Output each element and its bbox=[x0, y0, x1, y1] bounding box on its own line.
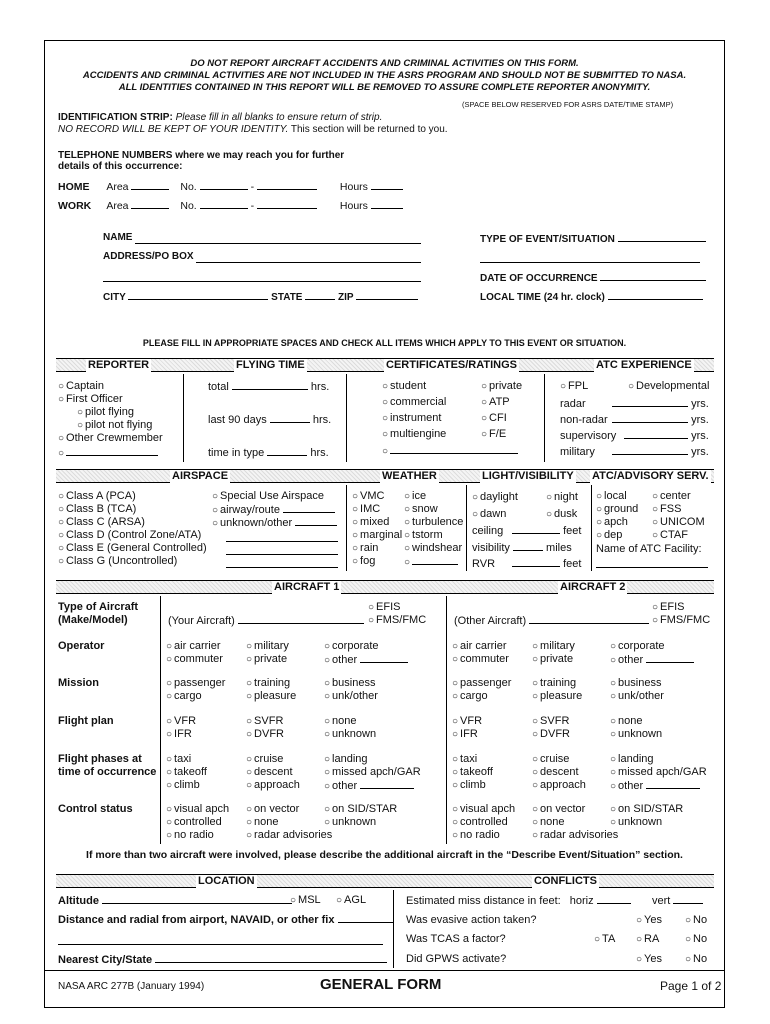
class-g[interactable]: ○ Class G (Uncontrolled) bbox=[58, 555, 178, 567]
pilot-flying-option[interactable]: ○ pilot flying bbox=[77, 406, 134, 418]
aircraft-1-mission-option[interactable]: ○ passenger bbox=[166, 677, 226, 689]
reporter-other-option[interactable]: ○ bbox=[58, 446, 158, 460]
no-label: No. bbox=[180, 181, 197, 193]
local-time-row bbox=[480, 290, 703, 303]
make-model-label: (Make/Model) bbox=[58, 614, 128, 626]
aircraft-1-flight-plan-option[interactable]: ○ VFR bbox=[166, 715, 197, 727]
wx-mixed[interactable]: ○ mixed bbox=[352, 516, 390, 528]
atc-advisory-header: ATC/ADVISORY SERV. bbox=[592, 470, 709, 482]
last90-hours-row: last 90 days hrs. bbox=[208, 414, 332, 426]
name-label: NAME bbox=[103, 232, 133, 243]
aircraft-2-mission-option[interactable]: ○ cargo bbox=[452, 690, 488, 702]
wx-marginal[interactable]: ○ marginal bbox=[352, 529, 403, 541]
first-officer-option[interactable]: ○ First Officer bbox=[58, 393, 123, 405]
aircraft-1-phase-option[interactable]: ○ climb bbox=[166, 779, 200, 791]
distance-row: Distance and radial from airport, NAVAID, or other fix bbox=[58, 913, 394, 927]
other-aircraft-row: (Other Aircraft) bbox=[454, 614, 649, 628]
aircraft-1-mission-option[interactable]: ○ cargo bbox=[166, 690, 202, 702]
airspace-line-3[interactable] bbox=[226, 567, 338, 568]
wx-tstorm[interactable]: ○ tstorm bbox=[404, 529, 443, 541]
date-row bbox=[480, 271, 706, 284]
aircraft-1-control-option[interactable]: ○ radar advisories bbox=[246, 829, 333, 841]
time-in-type-field[interactable] bbox=[267, 446, 307, 456]
special-use-airspace[interactable]: ○ Special Use Airspace bbox=[212, 490, 324, 502]
aircraft-1-header: AIRCRAFT 1 bbox=[274, 581, 340, 593]
gpws-yes[interactable]: ○ Yes bbox=[636, 953, 662, 965]
instructions: PLEASE FILL IN APPROPRIATE SPACES AND CHECK ALL ITEMS WHICH APPLY TO THIS EVENT OR SITUATION. bbox=[142, 338, 627, 348]
atc-dep[interactable]: ○ dep bbox=[596, 529, 623, 541]
area-label: Area bbox=[106, 181, 129, 193]
nearest-city-row: Nearest City/State bbox=[58, 953, 387, 967]
class-d[interactable]: ○ Class D (Control Zone/ATA) bbox=[58, 529, 202, 541]
aircraft-1-flight-plan-option[interactable]: ○ SVFR bbox=[246, 715, 284, 727]
captain-option[interactable]: ○ Captain bbox=[58, 380, 104, 392]
certs-header: CERTIFICATES/RATINGS bbox=[386, 359, 517, 371]
aircraft-1-control-option[interactable]: ○ none bbox=[246, 816, 279, 828]
aircraft-2-mission-option[interactable]: ○ training bbox=[532, 677, 577, 689]
hours-label: Hours bbox=[339, 181, 368, 193]
work-area-field[interactable] bbox=[131, 199, 169, 209]
aircraft-2-control-option[interactable]: ○ none bbox=[532, 816, 565, 828]
tcas-ra[interactable]: ○ RA bbox=[636, 933, 660, 945]
aircraft-2-operator-option[interactable]: ○ air carrier bbox=[452, 640, 507, 652]
aircraft-1-phase-option[interactable]: ○ cruise bbox=[246, 753, 284, 765]
tcas-no[interactable]: ○ No bbox=[685, 933, 708, 945]
aircraft-1-operator-option[interactable]: ○ commuter bbox=[166, 653, 223, 665]
notice-line-1: DO NOT REPORT AIRCRAFT ACCIDENTS AND CRIMINAL ACTIVITIES ON THIS FORM. bbox=[190, 58, 579, 69]
evasive-yes[interactable]: ○ Yes bbox=[636, 914, 662, 926]
light-dusk[interactable]: ○ dusk bbox=[546, 508, 578, 520]
altitude-field[interactable] bbox=[102, 894, 292, 904]
aircraft-2-operator-option[interactable]: ○ private bbox=[532, 653, 574, 665]
wx-vmc[interactable]: ○ VMC bbox=[352, 490, 385, 502]
aircraft-1-operator-option[interactable]: ○ air carrier bbox=[166, 640, 221, 652]
atc-military-row: military yrs. bbox=[560, 446, 709, 458]
aircraft-2-control-option[interactable]: ○ radar advisories bbox=[532, 829, 619, 841]
state-label: STATE bbox=[271, 292, 303, 303]
form-title: GENERAL FORM bbox=[320, 976, 442, 993]
a1-efis[interactable]: ○ EFIS bbox=[368, 601, 401, 613]
aircraft-1-flight-plan-option[interactable]: ○ unknown bbox=[324, 728, 377, 740]
work-hours-field[interactable] bbox=[371, 199, 403, 209]
other-crewmember-option[interactable]: ○ Other Crewmember bbox=[58, 432, 163, 444]
reporter-header: REPORTER bbox=[88, 359, 150, 371]
cert-instrument[interactable]: ○ instrument bbox=[382, 412, 442, 424]
section-band-1 bbox=[56, 358, 714, 372]
work-number-field-2[interactable] bbox=[257, 199, 317, 209]
mission-label: Mission bbox=[58, 677, 99, 689]
a2-fms[interactable]: ○ FMS/FMC bbox=[652, 614, 711, 626]
aircraft-2-phase-option[interactable]: ○ approach bbox=[532, 779, 586, 791]
tcas-ta[interactable]: ○ TA bbox=[594, 933, 616, 945]
home-label: HOME bbox=[58, 181, 90, 193]
home-hours-field[interactable] bbox=[371, 180, 403, 190]
aircraft-2-control-option[interactable]: ○ on vector bbox=[532, 803, 586, 815]
aircraft-2-header: AIRCRAFT 2 bbox=[560, 581, 626, 593]
atc-local[interactable]: ○ local bbox=[596, 490, 627, 502]
total-hours-field[interactable] bbox=[232, 380, 308, 390]
cert-cfi[interactable]: ○ CFI bbox=[481, 412, 507, 424]
more-aircraft-note: If more than two aircraft were involved, please describe the additional aircraft in the “Describe Event/Situation” section. bbox=[86, 849, 683, 861]
aircraft-1-operator-option[interactable]: ○ military bbox=[246, 640, 289, 652]
flying-time-header: FLYING TIME bbox=[236, 359, 305, 371]
aircraft-1-control-option[interactable]: ○ unknown bbox=[324, 816, 377, 828]
aircraft-2-mission-option[interactable]: ○ pleasure bbox=[532, 690, 583, 702]
date-label: DATE OF OCCURRENCE bbox=[480, 273, 598, 284]
aircraft-2-phase-option[interactable]: ○ landing bbox=[610, 753, 654, 765]
aircraft-2-control-option[interactable]: ○ no radio bbox=[452, 829, 500, 841]
atc-fpl[interactable]: ○ FPL bbox=[560, 380, 589, 392]
aircraft-1-phase-option[interactable]: ○ taxi bbox=[166, 753, 192, 765]
home-row bbox=[58, 180, 403, 193]
phone-title-1: TELEPHONE NUMBERS where we may reach you for further bbox=[58, 150, 345, 161]
atc-supervisory-row: supervisory yrs. bbox=[560, 430, 709, 442]
zip-label: ZIP bbox=[338, 292, 354, 303]
aircraft-2-control-option[interactable]: ○ visual apch bbox=[452, 803, 516, 815]
aircraft-2-phase-option[interactable]: ○ climb bbox=[452, 779, 486, 791]
aircraft-1-mission-option[interactable]: ○ business bbox=[324, 677, 376, 689]
rvr-row: RVR feet bbox=[472, 558, 582, 570]
date-field[interactable] bbox=[600, 271, 706, 281]
aircraft-1-control-option[interactable]: ○ on vector bbox=[246, 803, 300, 815]
aircraft-2-phase-option[interactable]: ○ taxi bbox=[452, 753, 478, 765]
cert-multiengine[interactable]: ○ multiengine bbox=[382, 428, 447, 440]
aircraft-1-flight-plan-option[interactable]: ○ none bbox=[324, 715, 357, 727]
class-c[interactable]: ○ Class C (ARSA) bbox=[58, 516, 145, 528]
wx-imc[interactable]: ○ IMC bbox=[352, 503, 381, 515]
agl-option[interactable]: ○ AGL bbox=[336, 894, 367, 906]
local-time-field[interactable] bbox=[608, 290, 703, 300]
aircraft-1-operator-option[interactable]: ○ private bbox=[246, 653, 288, 665]
control-status-label: Control status bbox=[58, 803, 133, 815]
evasive-label: Was evasive action taken? bbox=[406, 914, 537, 926]
aircraft-2-control-option[interactable]: ○ on SID/STAR bbox=[610, 803, 684, 815]
aircraft-1-phase-option[interactable]: ○ other bbox=[324, 779, 414, 793]
aircraft-2-mission-option[interactable]: ○ business bbox=[610, 677, 662, 689]
altitude-row: Altitude bbox=[58, 894, 292, 908]
aircraft-1-mission-option[interactable]: ○ pleasure bbox=[246, 690, 297, 702]
section-band-2 bbox=[56, 469, 714, 483]
gpws-label: Did GPWS activate? bbox=[406, 953, 507, 965]
airway-route[interactable]: ○ airway/route bbox=[212, 503, 335, 517]
nearest-city-field[interactable] bbox=[155, 953, 387, 963]
airspace-header: AIRSPACE bbox=[172, 470, 229, 482]
cert-fe[interactable]: ○ F/E bbox=[481, 428, 507, 440]
area-label: Area bbox=[106, 200, 129, 212]
aircraft-1-phase-option[interactable]: ○ missed apch/GAR bbox=[324, 766, 421, 778]
event-type-field[interactable] bbox=[618, 232, 706, 242]
aircraft-1-mission-option[interactable]: ○ unk/other bbox=[324, 690, 378, 702]
no-record-note: NO RECORD WILL BE KEPT OF YOUR IDENTITY. bbox=[58, 124, 289, 135]
miss-distance-row: Estimated miss distance in feet: horiz bbox=[406, 894, 631, 908]
flight-plan-label: Flight plan bbox=[58, 715, 114, 727]
atc-experience-header: ATC EXPERIENCE bbox=[596, 359, 692, 371]
atc-ground[interactable]: ○ ground bbox=[596, 503, 639, 515]
address-label: ADDRESS/PO BOX bbox=[103, 251, 194, 262]
atc-radar-row: radar yrs. bbox=[560, 398, 709, 410]
atc-nonradar-row: non-radar yrs. bbox=[560, 414, 709, 426]
id-strip-label: IDENTIFICATION STRIP: bbox=[58, 112, 173, 123]
address-field-2[interactable] bbox=[103, 281, 421, 282]
ceiling-row: ceiling feet bbox=[472, 525, 582, 537]
atc-center[interactable]: ○ center bbox=[652, 490, 691, 502]
class-e[interactable]: ○ Class E (General Controlled) bbox=[58, 542, 207, 554]
aircraft-2-phase-option[interactable]: ○ cruise bbox=[532, 753, 570, 765]
msl-option[interactable]: ○ MSL bbox=[290, 894, 321, 906]
wx-rain[interactable]: ○ rain bbox=[352, 542, 379, 554]
atc-facility-label: Name of ATC Facility: bbox=[596, 543, 702, 555]
weather-header: WEATHER bbox=[382, 470, 437, 482]
aircraft-1-flight-plan-option[interactable]: ○ DVFR bbox=[246, 728, 284, 740]
notice-line-2: ACCIDENTS AND CRIMINAL ACTIVITIES ARE NOT INCLUDED IN THE ASRS PROGRAM AND SHOULD NOT BE SUBMITTED TO NASA. bbox=[82, 70, 687, 81]
page-number: Page 1 of 2 bbox=[660, 979, 722, 993]
cert-atp[interactable]: ○ ATP bbox=[481, 396, 510, 408]
type-aircraft-label: Type of Aircraft bbox=[58, 601, 139, 613]
name-field[interactable] bbox=[135, 243, 421, 244]
pilot-not-flying-option[interactable]: ○ pilot not flying bbox=[77, 419, 153, 431]
wx-ice[interactable]: ○ ice bbox=[404, 490, 427, 502]
miss-horiz-field[interactable] bbox=[597, 894, 631, 904]
work-row bbox=[58, 199, 403, 212]
wx-snow[interactable]: ○ snow bbox=[404, 503, 438, 515]
cert-commercial[interactable]: ○ commercial bbox=[382, 396, 447, 408]
class-a[interactable]: ○ Class A (PCA) bbox=[58, 490, 136, 502]
home-number-field-2[interactable] bbox=[257, 180, 317, 190]
no-label: No. bbox=[180, 200, 197, 212]
atc-facility-field[interactable] bbox=[596, 567, 708, 568]
wx-other[interactable]: ○ bbox=[404, 555, 458, 569]
id-strip-hint: Please fill in all blanks to ensure return of strip. bbox=[175, 112, 383, 123]
aircraft-1-control-option[interactable]: ○ controlled bbox=[166, 816, 222, 828]
distance-field-2[interactable] bbox=[58, 944, 383, 945]
aircraft-2-flight-plan-option[interactable]: ○ none bbox=[610, 715, 643, 727]
flight-phases-label-2: time of occurrence bbox=[58, 766, 157, 778]
gpws-no[interactable]: ○ No bbox=[685, 953, 708, 965]
dash: - bbox=[250, 181, 255, 193]
aircraft-2-mission-option[interactable]: ○ passenger bbox=[452, 677, 512, 689]
aircraft-2-operator-option[interactable]: ○ commuter bbox=[452, 653, 509, 665]
id-strip-line-2 bbox=[58, 124, 448, 135]
airspace-line-1[interactable] bbox=[226, 541, 338, 542]
aircraft-2-operator-option[interactable]: ○ other bbox=[610, 653, 694, 667]
aircraft-1-operator-option[interactable]: ○ other bbox=[324, 653, 408, 667]
class-b[interactable]: ○ Class B (TCA) bbox=[58, 503, 137, 515]
last90-hours-field[interactable] bbox=[270, 413, 310, 423]
atc-ctaf[interactable]: ○ CTAF bbox=[652, 529, 688, 541]
cert-private[interactable]: ○ private bbox=[481, 380, 523, 392]
aircraft-band bbox=[56, 580, 714, 594]
local-time-label: LOCAL TIME (24 hr. clock) bbox=[480, 292, 605, 303]
aircraft-1-control-option[interactable]: ○ on SID/STAR bbox=[324, 803, 398, 815]
form-id: NASA ARC 277B (January 1994) bbox=[58, 981, 205, 992]
zip-field[interactable] bbox=[356, 290, 418, 300]
wx-windshear[interactable]: ○ windshear bbox=[404, 542, 463, 554]
wx-turbulence[interactable]: ○ turbulence bbox=[404, 516, 464, 528]
other-aircraft-field[interactable] bbox=[529, 614, 649, 624]
location-band bbox=[56, 874, 714, 888]
cert-student[interactable]: ○ student bbox=[382, 380, 427, 392]
aircraft-2-flight-plan-option[interactable]: ○ VFR bbox=[452, 715, 483, 727]
aircraft-2-flight-plan-option[interactable]: ○ SVFR bbox=[532, 715, 570, 727]
light-dawn[interactable]: ○ dawn bbox=[472, 508, 507, 520]
a1-fms[interactable]: ○ FMS/FMC bbox=[368, 614, 427, 626]
aircraft-2-phase-option[interactable]: ○ missed apch/GAR bbox=[610, 766, 707, 778]
distance-field[interactable] bbox=[338, 913, 394, 923]
dash: - bbox=[250, 200, 255, 212]
aircraft-2-phase-option[interactable]: ○ takeoff bbox=[452, 766, 493, 778]
visibility-row: visibility miles bbox=[472, 542, 572, 554]
atc-fss[interactable]: ○ FSS bbox=[652, 503, 682, 515]
aircraft-1-phase-option[interactable]: ○ descent bbox=[246, 766, 293, 778]
airspace-line-2[interactable] bbox=[226, 554, 338, 555]
hours-label: Hours bbox=[339, 200, 368, 212]
aircraft-2-phase-option[interactable]: ○ descent bbox=[532, 766, 579, 778]
address-field[interactable] bbox=[196, 262, 421, 263]
aircraft-1-control-option[interactable]: ○ no radio bbox=[166, 829, 214, 841]
aircraft-1-mission-option[interactable]: ○ training bbox=[246, 677, 291, 689]
aircraft-2-operator-option[interactable]: ○ corporate bbox=[610, 640, 665, 652]
your-aircraft-field[interactable] bbox=[238, 614, 364, 624]
evasive-no[interactable]: ○ No bbox=[685, 914, 708, 926]
state-field[interactable] bbox=[305, 290, 335, 300]
aircraft-2-flight-plan-option[interactable]: ○ unknown bbox=[610, 728, 663, 740]
time-in-type-row: time in type hrs. bbox=[208, 447, 329, 459]
a2-efis[interactable]: ○ EFIS bbox=[652, 601, 685, 613]
total-hours-row: total hrs. bbox=[208, 381, 330, 393]
event-type-field-2[interactable] bbox=[480, 262, 700, 263]
work-label: WORK bbox=[58, 200, 92, 212]
aircraft-2-control-option[interactable]: ○ unknown bbox=[610, 816, 663, 828]
atc-developmental[interactable]: ○ Developmental bbox=[628, 380, 710, 392]
your-aircraft-row: (Your Aircraft) bbox=[168, 614, 364, 628]
aircraft-1-phase-option[interactable]: ○ landing bbox=[324, 753, 368, 765]
conflicts-header: CONFLICTS bbox=[534, 875, 597, 887]
flight-phases-label-1: Flight phases at bbox=[58, 753, 142, 765]
unknown-other-airspace[interactable]: ○ unknown/other bbox=[212, 516, 337, 530]
aircraft-1-operator-option[interactable]: ○ corporate bbox=[324, 640, 379, 652]
atc-unicom[interactable]: ○ UNICOM bbox=[652, 516, 705, 528]
tcas-label: Was TCAS a factor? bbox=[406, 933, 506, 945]
event-type-label: TYPE OF EVENT/SITUATION bbox=[480, 234, 615, 245]
cert-other[interactable]: ○ bbox=[382, 444, 518, 458]
aircraft-1-phase-option[interactable]: ○ approach bbox=[246, 779, 300, 791]
city-field[interactable] bbox=[128, 290, 268, 300]
city-row bbox=[103, 290, 418, 303]
work-number-field-1[interactable] bbox=[200, 199, 248, 209]
footer-rule bbox=[44, 970, 725, 971]
aircraft-2-operator-option[interactable]: ○ military bbox=[532, 640, 575, 652]
light-daylight[interactable]: ○ daylight bbox=[472, 491, 518, 503]
home-area-field[interactable] bbox=[131, 180, 169, 190]
aircraft-2-control-option[interactable]: ○ controlled bbox=[452, 816, 508, 828]
aircraft-2-mission-option[interactable]: ○ unk/other bbox=[610, 690, 664, 702]
light-visibility-header: LIGHT/VISIBILITY bbox=[482, 470, 574, 482]
atc-apch[interactable]: ○ apch bbox=[596, 516, 628, 528]
aircraft-1-phase-option[interactable]: ○ takeoff bbox=[166, 766, 207, 778]
aircraft-2-flight-plan-option[interactable]: ○ IFR bbox=[452, 728, 478, 740]
event-type-row bbox=[480, 232, 706, 245]
location-header: LOCATION bbox=[198, 875, 255, 887]
operator-label: Operator bbox=[58, 640, 105, 652]
id-strip-line-1 bbox=[58, 112, 382, 123]
home-number-field-1[interactable] bbox=[200, 180, 248, 190]
wx-fog[interactable]: ○ fog bbox=[352, 555, 376, 567]
city-label: CITY bbox=[103, 292, 126, 303]
miss-vert-field[interactable] bbox=[673, 894, 703, 904]
reserved-note: (SPACE BELOW RESERVED FOR ASRS DATE/TIME STAMP) bbox=[462, 100, 674, 109]
miss-vert-row: vert bbox=[652, 894, 703, 908]
aircraft-1-control-option[interactable]: ○ visual apch bbox=[166, 803, 230, 815]
aircraft-2-flight-plan-option[interactable]: ○ DVFR bbox=[532, 728, 570, 740]
aircraft-1-flight-plan-option[interactable]: ○ IFR bbox=[166, 728, 192, 740]
phone-title-2: details of this occurrence: bbox=[58, 161, 183, 172]
light-night[interactable]: ○ night bbox=[546, 491, 578, 503]
notice-line-3: ALL IDENTITIES CONTAINED IN THIS REPORT WILL BE REMOVED TO ASSURE COMPLETE REPORTER ANONYMITY. bbox=[118, 82, 651, 93]
returned-note: This section will be returned to you. bbox=[290, 124, 448, 135]
aircraft-2-phase-option[interactable]: ○ other bbox=[610, 779, 700, 793]
